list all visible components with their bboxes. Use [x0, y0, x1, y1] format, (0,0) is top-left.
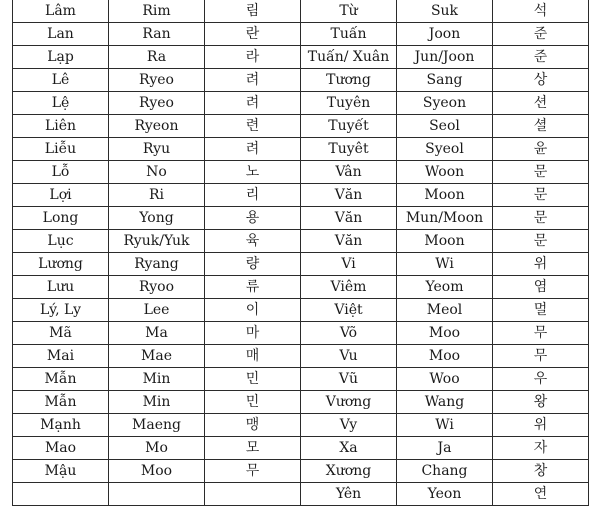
hangul-cell: 모	[205, 437, 301, 460]
hangul-cell: 무	[205, 460, 301, 483]
hangul-cell: 우	[493, 368, 589, 391]
romanization-cell: Rim	[109, 0, 205, 23]
vietnamese-name-cell: Từ	[301, 0, 397, 23]
vietnamese-name-cell: Vi	[301, 253, 397, 276]
hangul-cell: 용	[205, 207, 301, 230]
hangul-cell: 란	[205, 23, 301, 46]
table-row	[13, 345, 589, 368]
vietnamese-name-cell	[13, 483, 109, 506]
hangul-cell: 윤	[493, 138, 589, 161]
vietnamese-name-cell: Vu	[301, 345, 397, 368]
vietnamese-name-cell: Lợi	[13, 184, 109, 207]
vietnamese-name-cell: Vân	[301, 161, 397, 184]
hangul-cell: 려	[205, 92, 301, 115]
hangul-cell: 노	[205, 161, 301, 184]
hangul-cell: 무	[493, 322, 589, 345]
hangul-cell: 민	[205, 368, 301, 391]
vietnamese-name-cell: Mai	[13, 345, 109, 368]
hangul-cell: 문	[493, 184, 589, 207]
hangul-cell: 셜	[493, 115, 589, 138]
vietnamese-name-cell: Lan	[13, 23, 109, 46]
hangul-cell: 마	[205, 322, 301, 345]
table-row	[13, 207, 589, 230]
vietnamese-name-cell: Vũ	[301, 368, 397, 391]
vietnamese-name-cell: Tuấn/ Xuân	[301, 46, 397, 69]
vietnamese-name-cell: Lỗ	[13, 161, 109, 184]
vietnamese-name-cell: Võ	[301, 322, 397, 345]
hangul-cell: 위	[493, 253, 589, 276]
table-row	[13, 299, 589, 322]
romanization-cell: Ma	[109, 322, 205, 345]
vietnamese-name-cell: Lương	[13, 253, 109, 276]
table-row	[13, 483, 589, 506]
romanization-cell: Suk	[397, 0, 493, 23]
hangul-cell: 민	[205, 391, 301, 414]
table-row	[13, 437, 589, 460]
vietnamese-name-cell: Tuấn	[301, 23, 397, 46]
hangul-cell: 준	[493, 46, 589, 69]
romanization-cell: Ryu	[109, 138, 205, 161]
hangul-cell: 련	[205, 115, 301, 138]
table-row	[13, 276, 589, 299]
hangul-cell: 량	[205, 253, 301, 276]
vietnamese-name-cell: Mẫn	[13, 391, 109, 414]
hangul-cell: 자	[493, 437, 589, 460]
romanization-cell: Mae	[109, 345, 205, 368]
vietnamese-name-cell: Mẫn	[13, 368, 109, 391]
hangul-cell: 염	[493, 276, 589, 299]
romanization-cell: Moo	[109, 460, 205, 483]
vietnamese-name-cell: Lưu	[13, 276, 109, 299]
vietnamese-name-cell: Lâm	[13, 0, 109, 23]
table-row	[13, 230, 589, 253]
hangul-cell: 왕	[493, 391, 589, 414]
hangul-cell: 려	[205, 138, 301, 161]
table-row	[13, 322, 589, 345]
romanization-cell: Syeol	[397, 138, 493, 161]
vietnamese-name-cell: Văn	[301, 184, 397, 207]
vietnamese-name-cell: Xa	[301, 437, 397, 460]
romanization-cell: Woon	[397, 161, 493, 184]
romanization-cell: Ryuk/Yuk	[109, 230, 205, 253]
romanization-cell: Yeom	[397, 276, 493, 299]
table-row	[13, 115, 589, 138]
hangul-cell: 라	[205, 46, 301, 69]
vietnamese-name-cell: Mao	[13, 437, 109, 460]
romanization-cell: Ryang	[109, 253, 205, 276]
hangul-cell: 맹	[205, 414, 301, 437]
hangul-cell: 상	[493, 69, 589, 92]
hangul-cell: 리	[205, 184, 301, 207]
hangul-cell: 석	[493, 0, 589, 23]
romanization-cell: Woo	[397, 368, 493, 391]
table-row	[13, 253, 589, 276]
romanization-cell: Ri	[109, 184, 205, 207]
vietnamese-name-cell: Việt	[301, 299, 397, 322]
table-row	[13, 368, 589, 391]
romanization-cell: Min	[109, 391, 205, 414]
romanization-cell: Moo	[397, 345, 493, 368]
hangul-cell	[205, 483, 301, 506]
romanization-cell: Moon	[397, 230, 493, 253]
hangul-cell: 문	[493, 230, 589, 253]
hangul-cell: 육	[205, 230, 301, 253]
vietnamese-name-cell: Mã	[13, 322, 109, 345]
vietnamese-name-cell: Tuyết	[301, 115, 397, 138]
vietnamese-name-cell: Tương	[301, 69, 397, 92]
romanization-cell: Yeon	[397, 483, 493, 506]
vietnamese-name-cell: Văn	[301, 207, 397, 230]
romanization-cell: Ja	[397, 437, 493, 460]
vietnamese-name-cell: Lệ	[13, 92, 109, 115]
vietnamese-korean-name-table	[12, 0, 589, 506]
romanization-cell: Min	[109, 368, 205, 391]
hangul-cell: 연	[493, 483, 589, 506]
romanization-cell: Sang	[397, 69, 493, 92]
hangul-cell: 무	[493, 345, 589, 368]
romanization-cell: Mo	[109, 437, 205, 460]
table-row	[13, 23, 589, 46]
romanization-cell: Ran	[109, 23, 205, 46]
table-row	[13, 69, 589, 92]
vietnamese-name-cell: Vương	[301, 391, 397, 414]
romanization-cell: Ryeo	[109, 92, 205, 115]
romanization-cell: Yong	[109, 207, 205, 230]
table-row	[13, 391, 589, 414]
vietnamese-name-cell: Xương	[301, 460, 397, 483]
vietnamese-name-cell: Liễu	[13, 138, 109, 161]
vietnamese-name-cell: Văn	[301, 230, 397, 253]
vietnamese-name-cell: Long	[13, 207, 109, 230]
vietnamese-name-cell: Lê	[13, 69, 109, 92]
vietnamese-name-cell: Mạnh	[13, 414, 109, 437]
romanization-cell: Wi	[397, 253, 493, 276]
romanization-cell: Maeng	[109, 414, 205, 437]
romanization-cell: Moon	[397, 184, 493, 207]
vietnamese-name-cell: Tuyên	[301, 92, 397, 115]
vietnamese-name-cell: Vy	[301, 414, 397, 437]
hangul-cell: 림	[205, 0, 301, 23]
hangul-cell: 매	[205, 345, 301, 368]
hangul-cell: 문	[493, 207, 589, 230]
hangul-cell: 려	[205, 69, 301, 92]
romanization-cell: Wang	[397, 391, 493, 414]
hangul-cell: 위	[493, 414, 589, 437]
romanization-cell	[109, 483, 205, 506]
hangul-cell: 류	[205, 276, 301, 299]
hangul-cell: 멀	[493, 299, 589, 322]
vietnamese-name-cell: Viêm	[301, 276, 397, 299]
romanization-cell: Syeon	[397, 92, 493, 115]
vietnamese-name-cell: Yên	[301, 483, 397, 506]
vietnamese-name-cell: Tuyêt	[301, 138, 397, 161]
table-body	[13, 0, 589, 506]
vietnamese-name-cell: Lục	[13, 230, 109, 253]
romanization-cell: Meol	[397, 299, 493, 322]
romanization-cell: Wi	[397, 414, 493, 437]
romanization-cell: Mun/Moon	[397, 207, 493, 230]
vietnamese-name-cell: Lạp	[13, 46, 109, 69]
romanization-cell: Lee	[109, 299, 205, 322]
table-row	[13, 92, 589, 115]
table-row	[13, 460, 589, 483]
romanization-cell: Ryeon	[109, 115, 205, 138]
table-row	[13, 161, 589, 184]
table-row	[13, 184, 589, 207]
romanization-cell: No	[109, 161, 205, 184]
table-row	[13, 414, 589, 437]
table-row	[13, 46, 589, 69]
table-row	[13, 0, 589, 23]
romanization-cell: Moo	[397, 322, 493, 345]
romanization-cell: Jun/Joon	[397, 46, 493, 69]
hangul-cell: 이	[205, 299, 301, 322]
romanization-cell: Chang	[397, 460, 493, 483]
hangul-cell: 문	[493, 161, 589, 184]
vietnamese-name-cell: Lý, Ly	[13, 299, 109, 322]
romanization-cell: Joon	[397, 23, 493, 46]
romanization-cell: Ra	[109, 46, 205, 69]
hangul-cell: 준	[493, 23, 589, 46]
romanization-cell: Ryeo	[109, 69, 205, 92]
vietnamese-name-cell: Mậu	[13, 460, 109, 483]
table-row	[13, 138, 589, 161]
hangul-cell: 션	[493, 92, 589, 115]
romanization-cell: Ryoo	[109, 276, 205, 299]
hangul-cell: 창	[493, 460, 589, 483]
romanization-cell: Seol	[397, 115, 493, 138]
vietnamese-name-cell: Liên	[13, 115, 109, 138]
